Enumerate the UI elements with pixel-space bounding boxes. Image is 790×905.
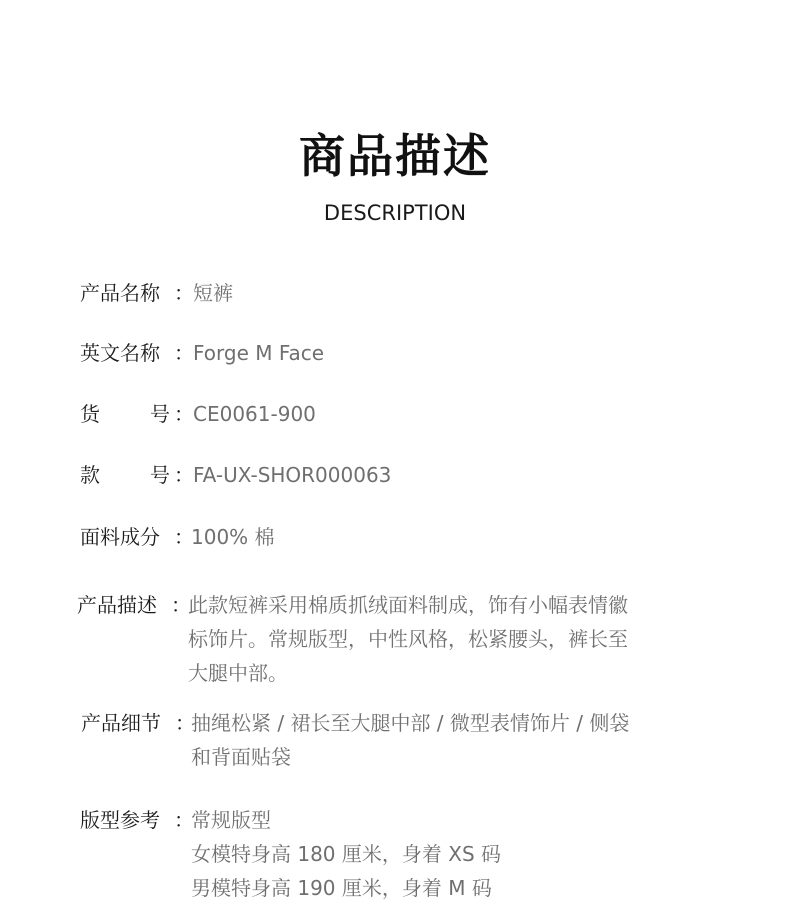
field-fit-row — [80, 803, 760, 905]
fit-line: 男模特身高 190 厘米，身着 M 码 — [191, 876, 492, 900]
field-name-colon: ： — [174, 281, 194, 305]
field-name-row — [80, 276, 740, 310]
field-style-no-label-a: 款 — [80, 463, 100, 487]
details-line: 和背面贴袋 — [191, 745, 291, 769]
field-description-row — [77, 588, 757, 692]
field-details-row — [81, 706, 771, 776]
field-fit-label: 版型参考 — [80, 808, 160, 832]
field-material-label: 面料成分 — [80, 525, 160, 549]
description-line: 大腿中部。 — [188, 661, 288, 685]
field-details-value — [191, 706, 629, 774]
description-line: 标饰片。常规版型，中性风格，松紧腰头，裤长至 — [188, 627, 628, 651]
field-item-no-label-b: 号 — [150, 402, 170, 426]
field-item-no-value: CE0061-900 — [193, 402, 316, 426]
field-description-colon: ： — [171, 593, 191, 617]
field-details-colon: ： — [175, 711, 195, 735]
page-subtitle: DESCRIPTION — [323, 201, 467, 225]
field-style-no-row — [80, 458, 740, 492]
field-description-label: 产品描述 — [77, 593, 157, 617]
field-item-no-row — [80, 397, 740, 431]
field-name-label: 产品名称 — [80, 281, 160, 305]
details-line: 抽绳松紧 / 裙长至大腿中部 / 微型表情饰片 / 侧袋 — [191, 711, 630, 735]
field-english-name-row — [80, 336, 740, 370]
field-details-label: 产品细节 — [81, 711, 161, 735]
description-line: 此款短裤采用棉质抓绒面料制成，饰有小幅表情徽 — [188, 593, 628, 617]
field-style-no-value: FA-UX-SHOR000063 — [193, 463, 392, 487]
field-style-no-colon: ： — [174, 463, 194, 487]
field-material-colon: ： — [174, 525, 194, 549]
field-style-no-label-b: 号 — [150, 463, 170, 487]
field-english-name-colon: ： — [174, 341, 194, 365]
page-title: 商品描述 — [299, 129, 491, 183]
field-english-name-label: 英文名称 — [80, 341, 160, 365]
field-name-value: 短裤 — [193, 281, 233, 305]
field-fit-colon: ： — [174, 808, 194, 832]
field-item-no-colon: ： — [174, 402, 194, 426]
field-material-row — [80, 520, 740, 554]
field-item-no-label-a: 货 — [80, 402, 100, 426]
fit-line: 常规版型 — [191, 808, 271, 832]
field-english-name-value: Forge M Face — [193, 341, 325, 365]
field-fit-value — [191, 803, 501, 905]
field-material-value: 100% 棉 — [191, 525, 275, 549]
fit-line: 女模特身高 180 厘米，身着 XS 码 — [191, 842, 501, 866]
field-description-value — [188, 588, 628, 690]
